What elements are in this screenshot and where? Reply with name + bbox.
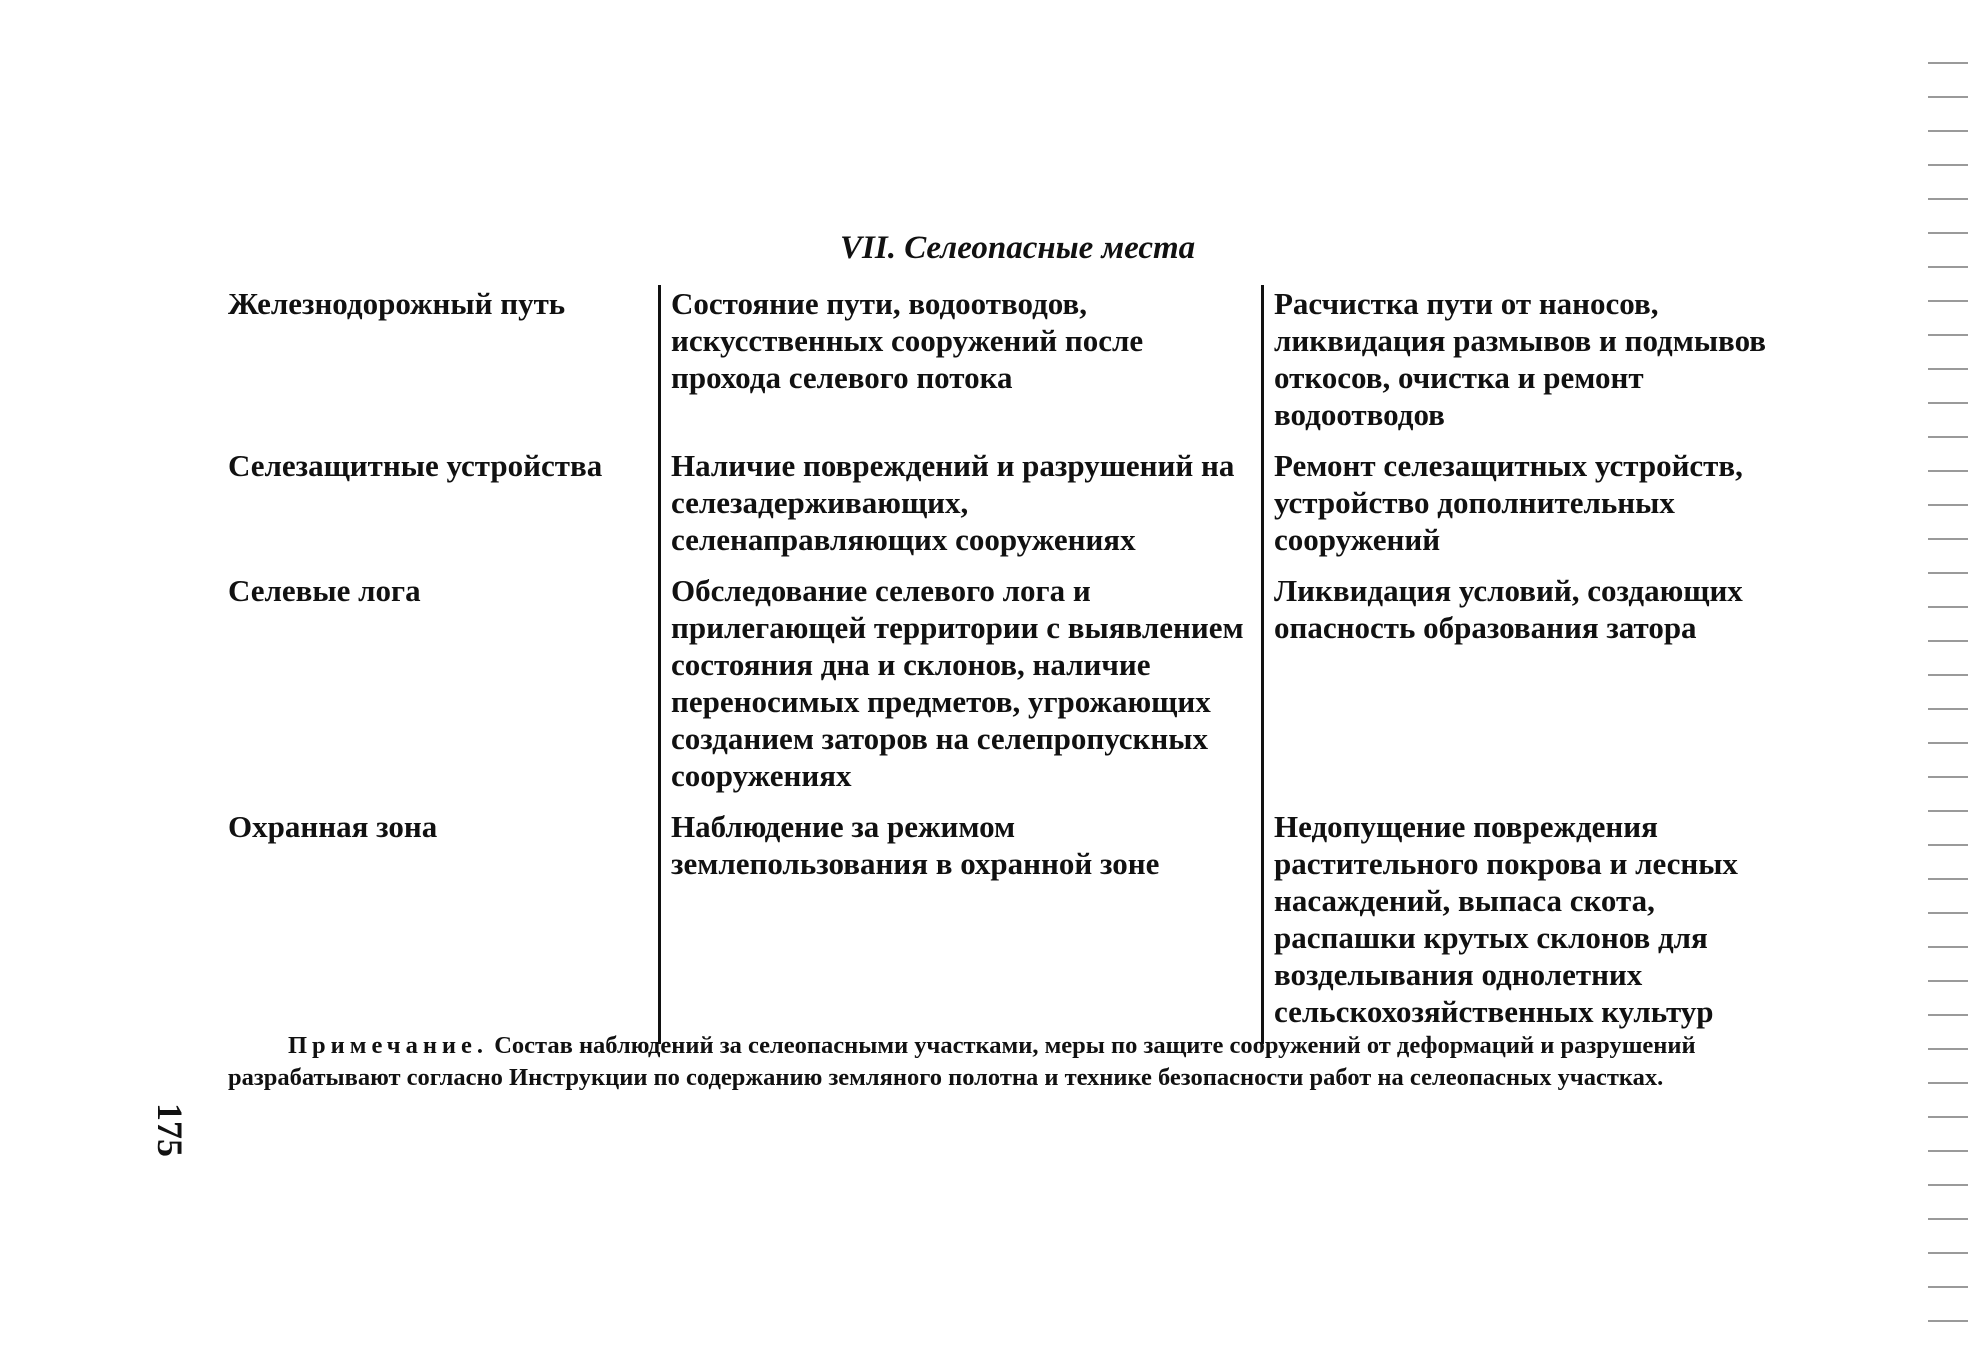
page-number: 175 [150,1103,190,1157]
margin-ruling [1928,30,1968,1340]
object-cell: Селевые лога [228,573,421,608]
section-title: VII. Селеопасные места [840,230,1196,266]
note-label: Примечание. [288,1032,489,1059]
table-row [228,285,1788,447]
check-cell: Наблюдение за режимом землепользования в охранной зоне [660,808,1263,1044]
inspection-table [228,285,1788,1044]
table-row [228,447,1788,572]
object-cell: Охранная зона [228,809,438,844]
check-cell: Состояние пути, водоотводов, искусственных сооружений после прохода селевого потока [660,285,1263,447]
action-cell: Ликвидация условий, создающих опасность образования затора [1263,572,1789,808]
action-cell: Ремонт селезащитных устройств, устройство дополнительных сооружений [1263,447,1789,572]
action-cell: Недопущение повреждения растительного покрова и лесных насаждений, выпаса скота, распашки крутых склонов для возделывания однолетних сельскохозяйственных культур [1263,808,1789,1044]
check-cell: Обследование селевого лога и прилегающей территории с выявлением состояния дна и склонов, наличие переносимых предметов, угрожающих созданием заторов на селепропускных сооружениях [660,572,1263,808]
note-paragraph [228,1030,1818,1094]
action-cell: Расчистка пути от наносов, ликвидация размывов и подмывов откосов, очистка и ремонт водоотводов [1263,285,1789,447]
object-cell: Селезащитные устройства [228,448,603,483]
note-text: Состав наблюдений за селеопасными участками, меры по защите сооружений от деформаций и разрушений разрабатывают согласно Инструкции по содержанию земляного полотна и технике безопасности работ на селеопасных участках. [228,1032,1696,1091]
check-cell: Наличие повреждений и разрушений на селезадерживающих, селенаправляющих сооружениях [660,447,1263,572]
object-cell: Железнодорожный путь [228,286,566,321]
table-row [228,572,1788,808]
table-row [228,808,1788,1044]
